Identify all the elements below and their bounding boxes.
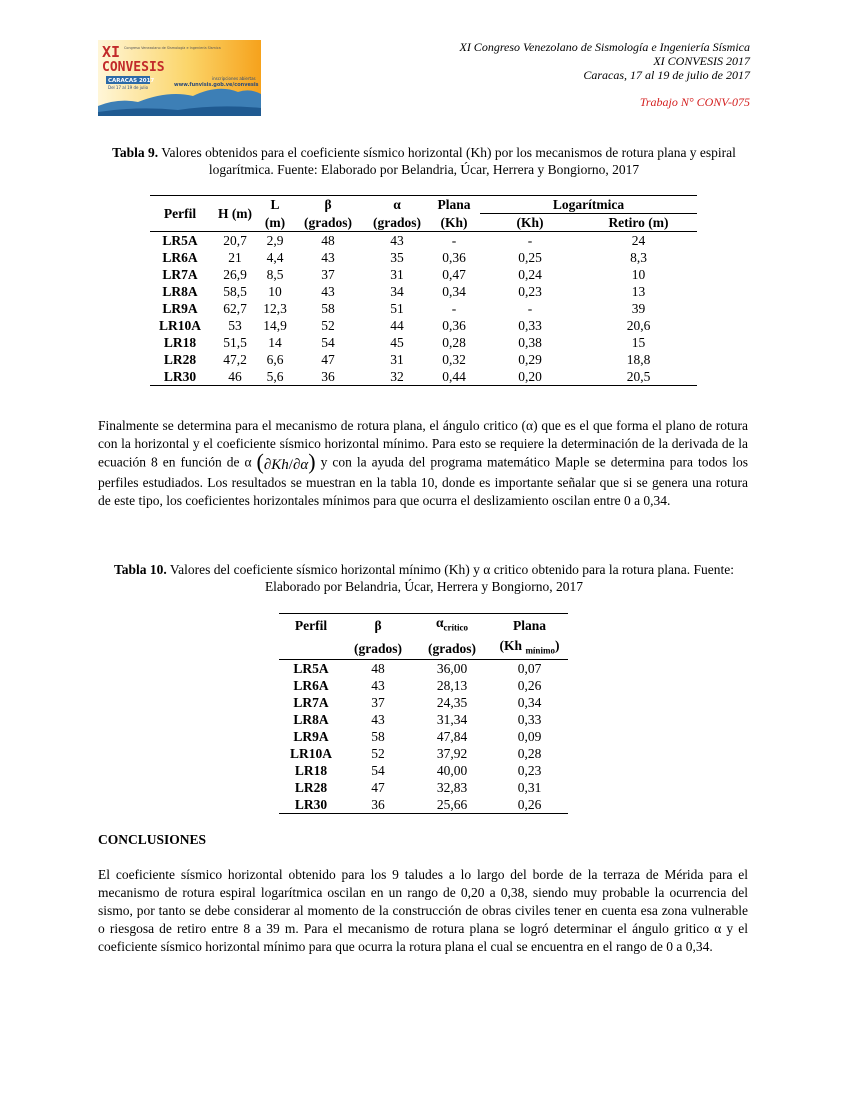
- table-row: [150, 300, 697, 317]
- table-cell: 37,92: [436, 746, 468, 762]
- table-row: [279, 745, 568, 762]
- table-cell: 43: [371, 678, 385, 694]
- table-row: [279, 762, 568, 779]
- table-cell: 4,4: [266, 250, 284, 265]
- table-cell: 52: [321, 318, 335, 333]
- table-cell: 45: [390, 335, 404, 350]
- table-cell: 36: [371, 797, 385, 813]
- table-cell: 0,38: [518, 335, 542, 350]
- table-row: [279, 660, 568, 678]
- col-logaritmica: Logarítmica: [480, 196, 697, 214]
- t10-col-plana: Plana: [512, 617, 546, 633]
- col-plana: Plana: [437, 197, 471, 213]
- table-cell: 53: [228, 318, 242, 333]
- table-row: [150, 232, 697, 250]
- table-cell: 0,09: [517, 729, 542, 745]
- table-cell: 47,84: [436, 729, 468, 745]
- table-cell: 47: [321, 352, 335, 367]
- table-cell: 20,7: [223, 233, 247, 248]
- table-row: [279, 694, 568, 711]
- table-cell: 24,35: [436, 695, 468, 711]
- table-row: [150, 283, 697, 300]
- table-cell: 43: [321, 250, 335, 265]
- table-cell: 10: [631, 267, 646, 282]
- work-number: Trabajo N° CONV-075: [639, 95, 750, 109]
- table-cell: 0,23: [517, 763, 542, 779]
- table-cell: 44: [390, 318, 404, 333]
- table-cell: 0,24: [518, 267, 542, 282]
- table-cell: 35: [390, 250, 404, 265]
- table-cell: 0,26: [517, 797, 542, 813]
- table-cell: 0,32: [442, 352, 466, 367]
- table-cell: 54: [371, 763, 385, 779]
- t10-col-beta: β: [374, 617, 382, 633]
- table-row: [150, 368, 697, 386]
- table-cell: -: [527, 233, 533, 248]
- conclusions-heading: CONCLUSIONES: [98, 832, 207, 847]
- table-cell: 0,33: [517, 712, 542, 728]
- table10-caption: Tabla 10. Valores del coeficiente sísmico horizontal mínimo (Kh) y α critico obtenido para la rotura plana. Fuente: Elaborado por Belandria, Úcar, Herrera y Bongiorno, 2017: [113, 562, 735, 594]
- table-cell: 20,6: [626, 318, 651, 333]
- table-cell: 0,20: [518, 369, 542, 384]
- table-cell: 0,36: [442, 250, 466, 265]
- table-cell: 14: [268, 335, 282, 350]
- table-cell: -: [527, 301, 533, 316]
- row-label: LR10A: [158, 318, 201, 333]
- svg-text:CARACAS 2017: CARACAS 2017: [108, 78, 155, 84]
- convesis-logo: [98, 40, 261, 116]
- table-cell: 18,8: [626, 352, 651, 367]
- table-row: [279, 711, 568, 728]
- col-log-kh: (Kh): [516, 215, 544, 230]
- row-label: LR28: [163, 352, 197, 367]
- table-row: [279, 677, 568, 694]
- table-cell: 58: [371, 729, 385, 745]
- row-label: LR18: [163, 335, 197, 350]
- table-cell: 2,9: [266, 233, 284, 248]
- table-cell: 5,6: [266, 369, 284, 384]
- table-cell: 0,25: [518, 250, 542, 265]
- row-label: LR18: [294, 763, 328, 779]
- svg-text:Del 17 al 19 de julio: Del 17 al 19 de julio: [108, 85, 149, 90]
- table-10: Perfil β $\alpha_{crítico}$ Plana (grados) (grados) (Kh $_{mínimo}$) LR5A 48 36,00 0,07 LR6A 43 28,13 0,26 LR7A 37 24,35 0,34 LR8A 43 31,34 0,33 LR9A 58 47,84 0,09 LR10A 52 37,92 0,28 LR18 54 40,00 0,23 LR28 47 32,83 0,31 LR30 36 25,66 0,26: [279, 613, 568, 814]
- table-cell: 34: [390, 284, 404, 299]
- row-label: LR7A: [293, 695, 329, 711]
- t10-col-alpha: $\alpha_{crítico}$: [435, 615, 469, 633]
- table-row: [150, 334, 697, 351]
- table-row: [150, 351, 697, 368]
- row-label: LR9A: [162, 301, 198, 316]
- table-cell: 0,34: [517, 695, 542, 711]
- body-paragraph-1: Finalmente se determina para el mecanismo de rotura plana, el ángulo critico (α) que es el que forma el plano de rotura con la horizontal y el coeficiente sísmico horizontal mínimo. Para esto se requiere la determinación de la derivada de la ecuación 8 en función de α (∂Kh/∂α) y con la ayuda del programa matemático Maple se determina para todos los perfiles estudiados. Los resultados se muestran en la tabla 10, donde es importante señalar que si se genera una rotura de este tipo, los coeficientes horizontales mínimos para que ocurra el deslizamiento oscilan entre 0 a 0,34.: [98, 418, 749, 508]
- svg-text:Congreso Venezolano de Sismolo: Congreso Venezolano de Sismología e Ingeniería Sísmica: [124, 46, 221, 50]
- table-cell: 28,13: [436, 678, 468, 694]
- row-label: LR5A: [293, 661, 329, 677]
- table-cell: 0,44: [442, 369, 466, 384]
- row-label: LR28: [294, 780, 328, 796]
- table-cell: 0,47: [442, 267, 466, 282]
- table-cell: 39: [631, 301, 646, 316]
- table-cell: 0,33: [518, 318, 542, 333]
- table9-caption: Tabla 9. Valores obtenidos para el coeficiente sísmico horizontal (Kh) por los mecanismos de rotura plana y espiral logarítmica. Fuente: Elaborado por Belandria, Úcar, Herrera y Bongiorno, 2017: [112, 145, 736, 177]
- row-label: LR5A: [162, 233, 198, 248]
- col-retiro: Retiro (m): [608, 215, 669, 230]
- row-label: LR7A: [162, 267, 198, 282]
- row-label: LR8A: [293, 712, 329, 728]
- table-cell: 31: [390, 267, 404, 282]
- table-cell: 10: [268, 284, 282, 299]
- header-line-3: Caracas, 17 al 19 de julio de 2017: [583, 68, 750, 82]
- table-cell: 43: [371, 712, 385, 728]
- row-label: LR8A: [162, 284, 198, 299]
- table-row: [279, 796, 568, 814]
- table-cell: 32,83: [436, 780, 468, 796]
- header-line-1: XI Congreso Venezolano de Sismología e Ingeniería Sísmica: [459, 40, 750, 54]
- col-h: H (m): [210, 196, 260, 232]
- t10-col-perfil: Perfil: [294, 617, 328, 633]
- table-cell: 40,00: [436, 763, 468, 779]
- table-cell: 0,34: [442, 284, 466, 299]
- table-row: [150, 266, 697, 283]
- col-perfil: Perfil: [150, 196, 210, 232]
- table-cell: 8,5: [266, 267, 284, 282]
- table-cell: 0,23: [518, 284, 542, 299]
- svg-text:CONVESIS: CONVESIS: [102, 60, 165, 75]
- table-cell: 25,66: [436, 797, 468, 813]
- table-cell: 13: [631, 284, 646, 299]
- table-cell: 37: [321, 267, 335, 282]
- svg-text:XI: XI: [102, 43, 121, 61]
- table-cell: 36,00: [436, 661, 468, 677]
- table-cell: 51,5: [223, 335, 247, 350]
- table-cell: 43: [390, 233, 404, 248]
- table-cell: 0,31: [517, 780, 542, 796]
- table-cell: 21: [228, 250, 242, 265]
- table-row: [279, 728, 568, 745]
- table-row: [150, 249, 697, 266]
- table-cell: 31,34: [436, 712, 468, 728]
- table-cell: 0,26: [517, 678, 542, 694]
- table-cell: 24: [631, 233, 646, 248]
- table-cell: 46: [228, 369, 242, 384]
- table-cell: 0,07: [517, 661, 542, 677]
- row-label: LR10A: [289, 746, 332, 762]
- table-cell: 62,7: [223, 301, 247, 316]
- table-cell: 32: [390, 369, 404, 384]
- row-label: LR30: [163, 369, 197, 384]
- header-line-2: XI CONVESIS 2017: [653, 54, 750, 68]
- table-cell: -: [451, 233, 457, 248]
- table-cell: 48: [321, 233, 335, 248]
- row-label: LR6A: [162, 250, 198, 265]
- table-cell: 58,5: [223, 284, 247, 299]
- table-cell: 58: [321, 301, 335, 316]
- table-cell: 47: [371, 780, 385, 796]
- table-row: [150, 317, 697, 334]
- col-l: L: [270, 197, 280, 213]
- row-label: LR9A: [293, 729, 329, 745]
- svg-text:inscripciones abiertas: inscripciones abiertas: [212, 76, 256, 81]
- table-cell: 8,3: [630, 250, 647, 265]
- derivative-expression: (∂Kh/∂α): [256, 449, 316, 474]
- table-cell: 0,28: [442, 335, 466, 350]
- col-alpha: α: [393, 197, 401, 213]
- conclusions-paragraph: El coeficiente sísmico horizontal obtenido para los 9 taludes a lo largo del borde de la terraza de Mérida para el mecanismo de rotura espiral logarítmica oscilan en un rango de 0,20 a 0,38, siendo muy probable la ocurrencia del sismo, por tanto se debe considerar al momento de la construcción de obras civiles tener en cuenta esa zona vulnerable o riesgosa de retiro entre 8 a 39 m. Para el mecanismo de rotura plana se logró determinar el ángulo gritico α y el coeficiente sísmico horizontal mínimo para que ocurra la rotura plana el cual se encuentra en el rango de 0 a 0,34.: [98, 867, 748, 954]
- conference-header: [459, 40, 750, 109]
- table-cell: 12,3: [263, 301, 287, 316]
- table-cell: 0,29: [518, 352, 542, 367]
- table-cell: 14,9: [263, 318, 287, 333]
- table-9: Perfil H (m) L β α Plana Logarítmica (m) (grados) (grados) (Kh) (Kh) Retiro (m) LR5A 20,7 2,9 48 43 - - 24 LR6A 21 4,4 43 35 0,36 0,25 8,3 LR7A 26,9 8,5 37 31 0,47 0,24 10 LR8A 58,5 10 43 34 0,34 0,23 13 LR9A 62,7 12,3 58 51 - - 39 LR10A 53 14,9 52 44 0,36 0,33 20,6 LR18 51,5 14 54 45 0,28 0,38 15 LR28 47,2 6,6 47 31 0,32 0,29 18,8 LR30 46 5,6 36 32 0,44 0,20 20,5: [150, 195, 697, 386]
- table-cell: 52: [371, 746, 385, 762]
- table-cell: 48: [371, 661, 385, 677]
- table-cell: 36: [321, 369, 335, 384]
- table-cell: 6,6: [266, 352, 284, 367]
- table-cell: 51: [390, 301, 404, 316]
- table-cell: 31: [390, 352, 404, 367]
- table-cell: 20,5: [626, 369, 651, 384]
- table-cell: 0,36: [442, 318, 466, 333]
- table-cell: 15: [631, 335, 646, 350]
- table-cell: 47,2: [223, 352, 247, 367]
- row-label: LR30: [294, 797, 328, 813]
- table-cell: 43: [321, 284, 335, 299]
- table-cell: -: [451, 301, 457, 316]
- table-cell: 26,9: [223, 267, 247, 282]
- svg-text:www.funvisis.gob.ve/convesis: www.funvisis.gob.ve/convesis: [174, 82, 259, 88]
- table-cell: 54: [321, 335, 335, 350]
- col-beta: β: [324, 197, 332, 213]
- table-cell: 37: [371, 695, 385, 711]
- table-cell: 0,28: [517, 746, 542, 762]
- table-row: [279, 779, 568, 796]
- row-label: LR6A: [293, 678, 329, 694]
